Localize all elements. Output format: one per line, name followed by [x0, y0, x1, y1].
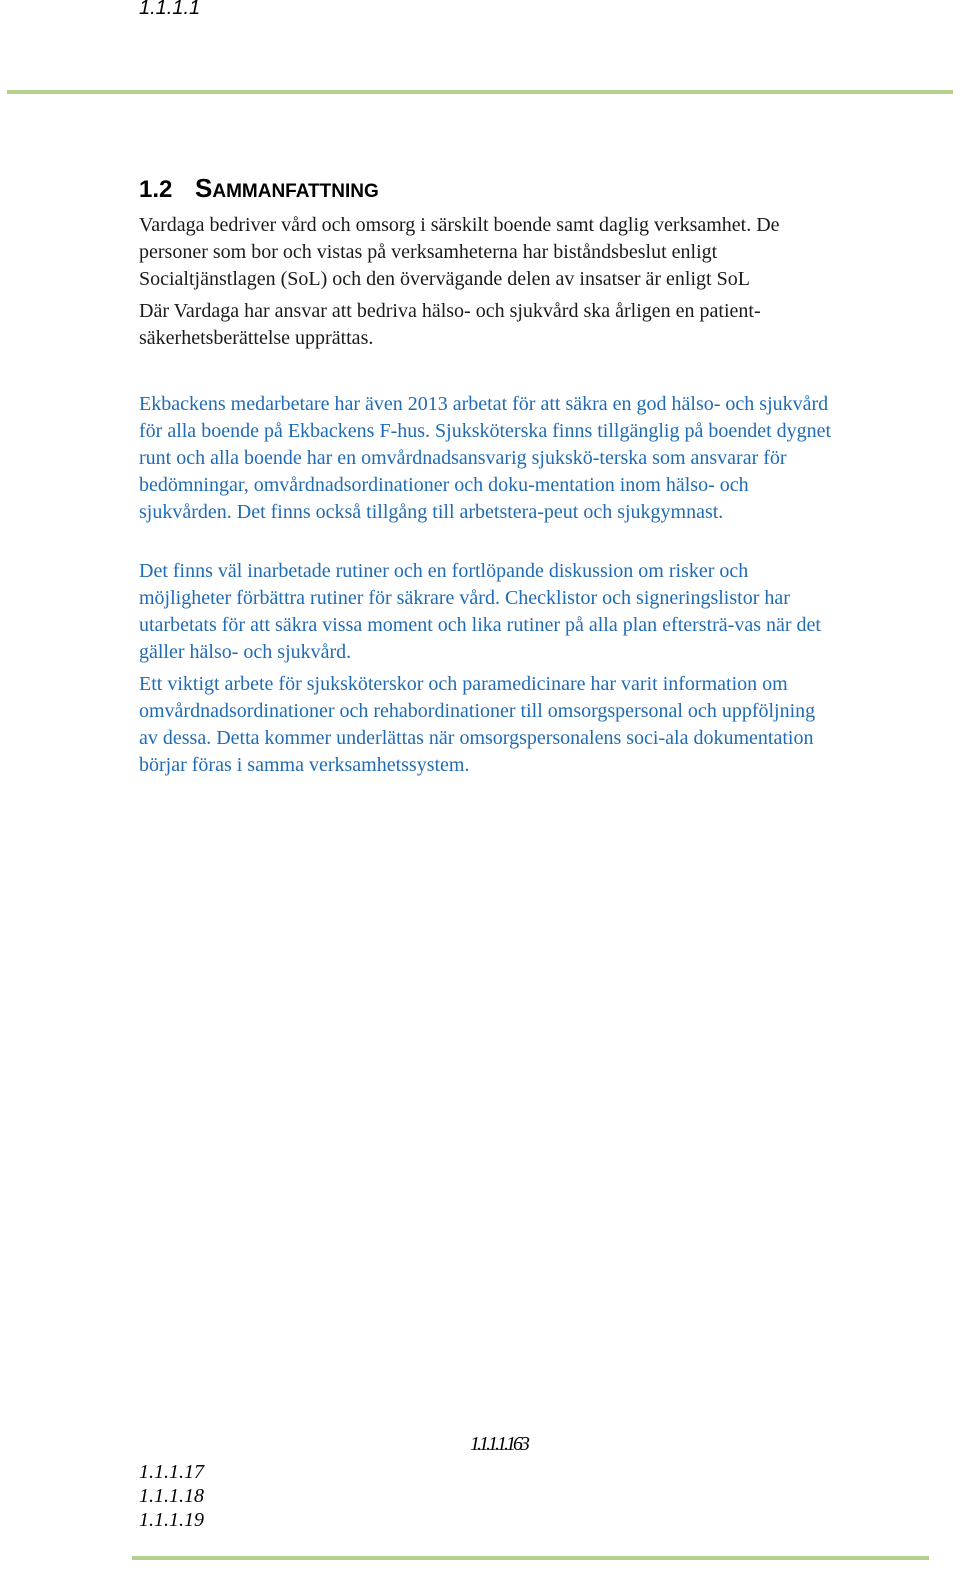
bottom-divider: [132, 1556, 929, 1560]
footer-marker: 1.1.1.17: [139, 1461, 204, 1483]
intro-paragraph-continued: Där Vardaga har ansvar att bedriva hälso- och sjukvård ska årligen en patient-säkerhetsberättelse upprättas.: [139, 300, 761, 349]
footer-overlap-marker: 1.1.1.1.163: [470, 1433, 527, 1455]
body-paragraph: Det finns väl inarbetade rutiner och en fortlöpande diskussion om risker och möjligheter förbättra rutiner för säkrare vård. Checklistor och signeringslistor har utarbetats för att säkra vissa moment och lika rutiner på alla plan eftersträ-vas när det gäller hälso- och sjukvård.: [139, 560, 821, 663]
body-paragraph: Ett viktigt arbete för sjuksköterskor och paramedicinare har varit information om omvårdnadsordinationer och rehabordinationer till omsorgspersonal och uppföljning av dessa. Detta kommer underlättas när omsorgspersonalens soci-ala dokumentation börjar föras i samma verksamhetssystem.: [139, 673, 816, 776]
section-heading: [139, 173, 379, 204]
section-title-initial: S: [195, 173, 213, 203]
section-title-rest: AMMANFATTNING: [212, 181, 379, 202]
footer-marker-list: [139, 1460, 204, 1532]
intro-paragraph: Vardaga bedriver vård och omsorg i särskilt boende samt daglig verksamhet. De personer som bor och vistas på verksamheterna har biståndsbeslut enligt Socialtjänstlagen (SoL) och den övervägande delen av insatser är enligt SoL: [139, 214, 780, 290]
footer-marker: 1.1.1.19: [139, 1509, 204, 1531]
top-divider: [7, 90, 953, 94]
section-number: 1.2: [139, 176, 173, 203]
top-heading-marker: 1.1.1.1: [139, 0, 201, 19]
footer-marker: 1.1.1.18: [139, 1485, 204, 1507]
body-paragraph: Ekbackens medarbetare har även 2013 arbetat för att säkra en god hälso- och sjukvård för alla boende på Ekbackens F-hus. Sjuksköterska finns tillgänglig på boendet dygnet runt och alla boende har en omvårdnadsansvarig sjukskö-terska som ansvarar för bedömningar, omvårdnadsordinationer och doku-mentation inom hälso- och sjukvården. Det finns också tillgång till arbetstera-peut och sjukgymnast.: [139, 393, 832, 523]
